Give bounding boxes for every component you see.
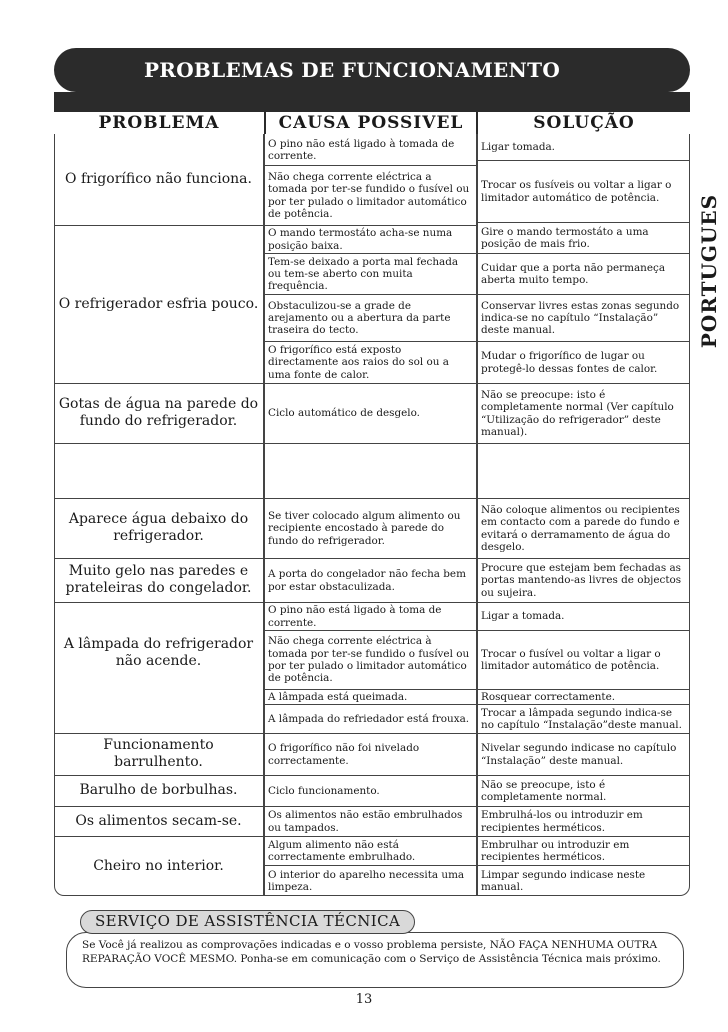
- cause-cell: A porta do congelador não fecha bem por estar obstaculizada.: [268, 568, 466, 593]
- cause-cell: O frigorífico não foi nivelado correctamente.: [268, 742, 420, 767]
- solution-cell: Gire o mando termostáto a uma posição de mais frio.: [481, 225, 649, 250]
- solution-cell: [477, 443, 690, 498]
- column-header-cause: CAUSA POSSIVEL: [266, 112, 476, 134]
- cause-cell: Tem-se deixado a porta mal fechada ou tem-se aberto con muita frequência.: [268, 255, 459, 293]
- language-tab-label: PORTUGUES: [697, 193, 721, 349]
- cause-cell: Obstaculizou-se a grade de arejamento ou a abertura da parte traseira do tecto.: [268, 299, 451, 337]
- solution-cell: Trocar os fusíveis ou voltar a ligar o limitador automático de potência.: [481, 179, 672, 204]
- solution-cell: Não se preocupe: isto é completamente normal (Ver capítulo “Utilização do refrigerador” deste manual).: [481, 388, 674, 438]
- cause-cell: Não chega corrente eléctrica à tomada por ter-se fundido o fusível ou por ter pulado o limitador automático de potência.: [268, 635, 470, 685]
- column-header-solution: SOLUÇÃO: [478, 112, 690, 134]
- solution-cell: Cuidar que a porta não permaneça aberta muito tempo.: [481, 261, 666, 286]
- solution-cell: Mudar o frigorífico de lugar ou protegê-lo dessas fontes de calor.: [481, 350, 658, 375]
- solution-cell: Procure que estejam bem fechadas as portas mantendo-as livres de objectos ou sujeira.: [481, 562, 682, 599]
- solution-cell: Trocar a lâmpada segundo indica-se no capítulo “Instalação”deste manual.: [481, 706, 682, 731]
- problem-cell: [54, 443, 263, 498]
- solution-cell: Rosquear correctamente.: [481, 690, 616, 703]
- problem-cell: A lâmpada do refrigerador não acende.: [63, 636, 254, 669]
- cause-cell: Os alimentos não estão embrulhados ou tampados.: [268, 809, 463, 834]
- problem-cell: Os alimentos secam-se.: [75, 812, 242, 829]
- cause-cell: Ciclo funcionamento.: [268, 784, 380, 797]
- cause-cell: [264, 443, 476, 498]
- solution-cell: Trocar o fusível ou voltar a ligar o limitador automático de potência.: [481, 647, 661, 672]
- service-title: SERVIÇO DE ASSISTÊNCIA TÉCNICA: [80, 910, 415, 934]
- solution-cell: Embrulhá-los ou introduzir em recipientes herméticos.: [481, 809, 643, 834]
- solution-cell: Ligar tomada.: [481, 141, 555, 154]
- cause-cell: Não chega corrente eléctrica a tomada por ter-se fundido o fusível ou por ter pulado o limitador automático de potência.: [268, 170, 470, 220]
- page-number: 13: [355, 992, 373, 1007]
- problem-cell: O frigorífico não funciona.: [65, 171, 252, 187]
- cause-cell: Se tiver colocado algum alimento ou recipiente encostado à parede do fundo do refrigerador.: [268, 510, 461, 547]
- solution-cell: Não se preocupe, isto é completamente normal.: [481, 778, 607, 803]
- solution-cell: Limpar segundo indicase neste manual.: [481, 868, 646, 893]
- page-title: PROBLEMAS DE FUNCIONAMENTO: [143, 58, 561, 82]
- cause-cell: Algum alimento não está correctamente embrulhado.: [268, 838, 416, 863]
- problem-cell: O refrigerador esfria pouco.: [58, 295, 259, 312]
- cause-cell: O mando termostáto acha-se numa posição baixa.: [268, 227, 453, 252]
- solution-cell: Ligar a tomada.: [481, 610, 565, 623]
- problem-cell: Muito gelo nas paredes e prateleiras do congelador.: [65, 563, 252, 596]
- solution-cell: Embrulhar ou introduzir em recipientes herméticos.: [481, 838, 630, 863]
- problem-cell: Gotas de água na parede do fundo do refrigerador.: [58, 396, 259, 429]
- cause-cell: O interior do aparelho necessita uma limpeza.: [268, 868, 465, 893]
- cause-cell: O pino não está ligado à toma de corrente.: [268, 604, 442, 629]
- solution-cell: Conservar livres estas zonas segundo indica-se no capítulo “Instalação” deste manual.: [481, 299, 680, 337]
- solution-cell: Nivelar segundo indicase no capítulo “Instalação” deste manual.: [481, 742, 677, 767]
- cause-cell: O frigorífico está exposto directamente aos raios do sol ou a uma fonte de calor.: [268, 344, 449, 381]
- problem-cell: Cheiro no interior.: [93, 857, 224, 874]
- problem-cell: Aparece água debaixo do refrigerador.: [68, 511, 249, 544]
- problem-cell: Funcionamento barrulhento.: [103, 737, 214, 770]
- cause-cell: O pino não está ligado à tomada de corrente.: [268, 137, 455, 162]
- service-text: Se Você já realizou as comprovações indicadas e o vosso problema persiste, NÃO FAÇA NENHUMA OUTRA REPARAÇÃO VOCÊ MESMO. Ponha-se em comunicação com o Serviço de Assistência Técnica mais próximo.: [82, 939, 661, 965]
- problem-cell: Barulho de borbulhas.: [79, 782, 238, 798]
- cause-cell: Ciclo automático de desgelo.: [268, 407, 420, 420]
- cause-cell: A lâmpada do refriedador está frouxa.: [268, 712, 470, 725]
- column-header-problem: PROBLEMA: [54, 112, 264, 134]
- cause-cell: A lâmpada está queimada.: [268, 690, 408, 703]
- solution-cell: Não coloque alimentos ou recipientes em contacto com a parede do fundo e evitará o derramamento de água do desgelo.: [481, 503, 680, 553]
